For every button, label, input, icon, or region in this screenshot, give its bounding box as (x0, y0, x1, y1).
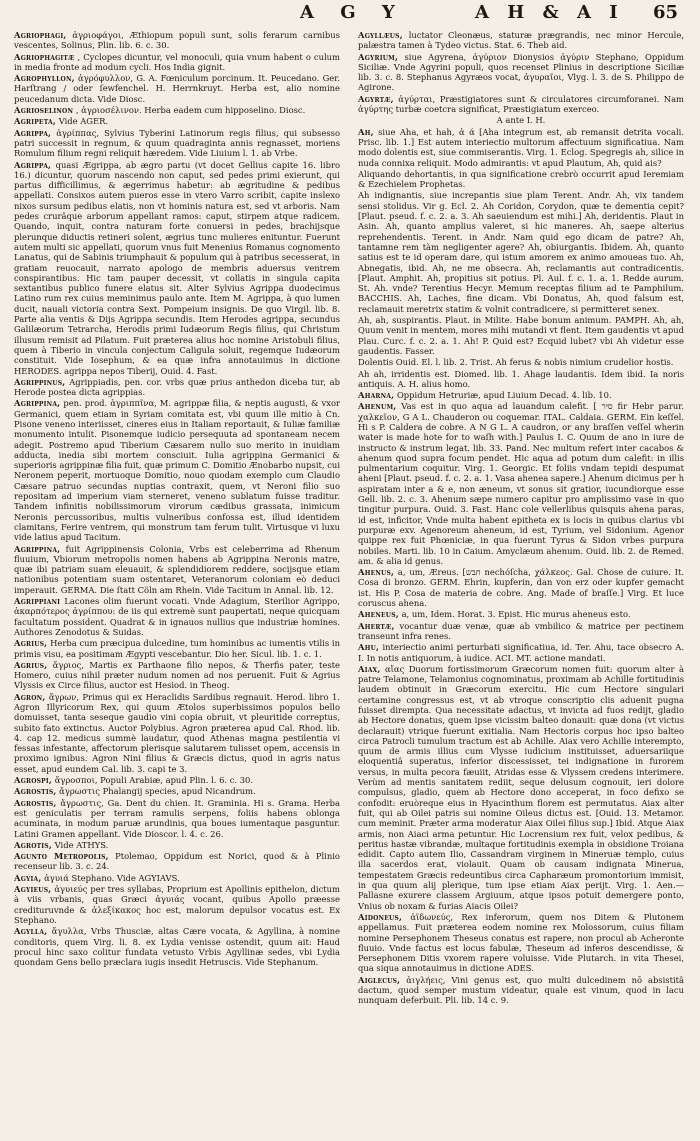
dictionary-entry (358, 190, 684, 314)
dictionary-entry (358, 315, 684, 356)
dictionary-entry (358, 169, 684, 190)
entry-text: ἀϊδωνεύς, Rex inferorum, quem nos Ditem & Plutonem appellamus. Fuit præterea eodem nomine rex Molossorum, cuius filiam nomine Persephonem Theseus conatus est rapere, non procul ab Acheronte fluuio. Vnde factus est locus fabulæ, Theseum ad inferos descendisse, & Persephonem Ditis vxorem rapere voluisse. Vide Plutarch. in vita Thesei, qua siqua annotauimus in dictione ADES. (358, 911, 684, 974)
entry-text: ἀγυιεύς per tres syllabas, Proprium est Apollinis epithelon, dictum à viis vrbanis, quas Græci ἀγυιάς vocant, quibus Apollo præesse credituruvnde & ἀλεξίκακος hoc est, malorum depulsor vocatus est. Ex Stephano. (14, 884, 340, 925)
entry-headword: Agron, (14, 691, 46, 702)
entry-headword: Agyia, (14, 872, 42, 883)
dictionary-entry (14, 160, 340, 376)
entry-text: siue Aha, et hah, ἀ ά [Aha integrum est, ab remansit detrita vocali. Prisc. lib. 1.] Est autem interiectio multorum affectuum significatiua. Nam modo dolentis est, siue commiserantis. Virg. 1. Eclog. Spegregis ah, silice in nuda connixa reliquit. Modo admirantis: vt apud Plautum, Ah, quid ais? (358, 126, 684, 168)
dictionary-entry (14, 775, 340, 785)
entry-headword: Agrostis, (14, 786, 57, 797)
entry-text: Agrippiadis, pen. cor. vrbs quæ prius anthedon diceba tur, ab Herode postea dicta agrippias. (14, 376, 340, 398)
dictionary-entry (14, 851, 340, 872)
dictionary-entry (358, 664, 684, 911)
entry-text: siue Agyrena, ἀγύριον Dionysios ἀγύριν Stephano, Oppidum Siciliæ. Vnde Agyrini populi, quos recenset Plinius in descriptione Siciliæ lib. 3. c. 8. Stephanus Agyræos vocat, ἀγυραῖοι, Vlyg. l. 3. de S. Philippo de Agirone. (358, 51, 684, 93)
dictionary-entry (358, 390, 684, 400)
dictionary-entry (14, 884, 340, 925)
dictionary-entry (358, 567, 684, 608)
dictionary-entry (358, 642, 684, 663)
entry-text: ἀγρίππας, Sylvius Tyberini Latinorum regis filius, qui subsesso patri successit in regnum, & quum quadraginta annis regnasset, moriens Romulum filium regni reliquit hæredem. Vide Liuium l. 1. ab Vrbe. (14, 127, 340, 159)
entry-text: Dolentis Ouid. El. l. lib. 2. Trist. Ah ferus & nobis nimium crudelior hostis. (358, 357, 674, 368)
dictionary-entry (358, 369, 684, 390)
dictionary-entry (358, 30, 684, 51)
entry-text: ἄγρωστις, Ga. Dent du chien. It. Graminia. Hi s. Grama. Herba est geniculatis per terram ramulis serpens, foliis habens oblonga acuminata, in modum paruæ arundinis, qua boues iumentaque pasguntur. Latini Gramen appellant. Vide Dioscor. l. 4. c. 26. (14, 797, 340, 839)
entry-text: a, um, Idem. Horat. 3. Epist. Hic murus aheneus esto. (401, 609, 631, 620)
entry-headword: Agrippinus, (14, 376, 66, 387)
entry-headword: Agyieus, (14, 884, 52, 895)
dictionary-entry (14, 544, 340, 595)
entry-text: Vide ATHYS. (54, 839, 109, 850)
dictionary-entry (14, 840, 340, 850)
entry-headword: Agrippina, (14, 543, 61, 554)
entry-text: ἄγρων, Primus qui ex Heraclidis Sardibus regnauit. Herod. libro 1. Agron Illyricorum Rex, qui quum Ætolos superbissimos populos bello domuisset, tanta seseque gaudio vini copia obruit, vt pleuritide correptus, subito fato extinctus. Auctor Polybius. Agron præterea apud Cal. Rhod. lib. 4. cap 12. medicus summè laudatur, quod Athenas magna pestilentia vi fessas infestante, affectorum plerisque salutarem tulisset opem, accensis in proximo ignibus. Agron Nini filius & Græcis dictus, quod in agris natus esset, apud eundem Cal. lib. 3. capi te 3. (14, 691, 340, 774)
dictionary-entry (358, 94, 684, 115)
dictionary-entry (14, 128, 340, 159)
entry-headword: Agrippa, (14, 127, 52, 138)
entry-text: Vas est in quo aqua ad lauandum calefit. [ סיר fir Hebr parur. χαλκεῖον, G A L. Chauderon ou coquemar. ITAL. Caldaia. GERM. Ein keſſel. Hi s P. Caldera de cobre. A N G L. A caudron, or any braſſen veſſel wherin water is made hote for to waſh with.] Paulus I. C. Quum de ano in iure de instructo & instrum legat. lib. 33. Pand. Nec multum refert inter cacabos & ahenum quod supra focum pendet. Hic aqua ad potum dum calefit: in illis pulmentarium coquitur. Virg. 1. Georgic. Et foliis vndam tepidi despumat aheni [Plaut. pseud. f. c. 2. a. 1. Vasa ahenea sapere.] Ahenum dicimus per h aspiratam inter a & e, non æneum, vt sonus sit gratior, iucundiorque esse Gell. lib. 2. c. 3. Ahenum sæpe numero capitur pro amplissimo vase in quo tingitur purpura. Ouid. 3. Fast. Hanc cole vellerlibus quisquis ahena paras, id est, inficitor, Vnde multa habent epitheta ex is locis in quibus clarius vbi purpuræ exv. Agenoreum aheneum, id est, Tyrium, vel Sidonium. Agenor quippe rex fuit Phœniciæ, in qua fuerunt Tyrus & Sidon vrbes purpura nobiles. Marti. lib. 10 in Caium. Amyclæum ahenum. Ouid. lib. 2. de Remed. am. & alia id genus. (358, 401, 684, 566)
entry-text: Ah, ah, suspirantis. Plaut. in Milite. Habe bonum animum. PAMPH. Ah, ah, Quum venit in mentem, mores mihi mutandi vt flent. Item gaudentis vt apud Plau. Curc. f. c. 2. a. 1. Ah! P. Quid est? Ecquid lubet? vbi Ah videtur esse gaudentis. Fasser. (358, 315, 684, 356)
entry-text: ἀγύρται, Præstigiatores sunt & circulatores circumforanei. Nam ἀγύρτης turbæ coetcra significat, Præstigiatum exerceo. (358, 93, 684, 115)
dictionary-entry (14, 873, 340, 883)
left-column (14, 30, 340, 1130)
dictionary-entry (358, 357, 684, 367)
entry-headword: Agrioselinon (14, 105, 74, 116)
entry-text: interiectio animi perturbati significatiua, id. Ter. Ahu, tace obsecro A. I. In notis antiquorum, à iudice. ACI. MT. actione mandati. (358, 642, 684, 663)
page-header (0, 0, 700, 30)
dictionary-entry (14, 926, 340, 967)
entry-text: , ἀγριοσέλινον. Herba eadem cum hipposelino. Diosc. (75, 105, 306, 116)
entry-headword: Ahertæ, (358, 620, 395, 631)
entry-headword: Agrippiani (14, 596, 61, 607)
dictionary-entry (14, 52, 340, 73)
entry-headword: Ahu, (358, 642, 380, 653)
dictionary-entry (14, 105, 340, 115)
entry-headword: Agrius, (14, 638, 48, 649)
entry-headword: Agunto Metropolis, (14, 851, 109, 862)
dictionary-entry (14, 377, 340, 398)
dictionary-entry (358, 609, 684, 619)
dictionary-entry (14, 692, 340, 774)
page-number: 65 (652, 2, 678, 23)
entry-text: A ante I. H. (496, 115, 546, 126)
running-head-right: A H & A I (475, 2, 624, 23)
dictionary-entry (358, 401, 684, 566)
entry-text: Herba cum præcipua dulcedine, tum hominibus ac iumentis vtilis in primis visu, ea positimam Ægypti vescebantur. Dio her. Sicul. lib. 1. c. 1. (14, 638, 340, 659)
entry-headword: Aiglecus, (358, 974, 401, 985)
entry-text: Lacones olim fuerunt vocati. Vnde Adagium, Sterilior Agrippo, ἀκαρπότερος ἀγρίππου: de iis qui extremè sunt paupertati, neque quicquam facultatum possident. Quadrat & in ignauos nullius que industriæ homines. Authores Zenodotus & Suidas. (14, 596, 340, 637)
entry-headword: Agriophagi, (14, 30, 67, 40)
entry-headword: Aiax, (358, 663, 381, 674)
entry-headword: Agrippa, (14, 159, 52, 170)
dictionary-entry (14, 786, 340, 796)
dictionary-entry (358, 115, 684, 125)
dictionary-entry (14, 30, 340, 51)
entry-headword: Agrippina, (14, 398, 61, 409)
dictionary-entry (358, 52, 684, 93)
entry-headword: Ah, (358, 126, 374, 137)
entry-text: ἀγριοφάγοι, Æthiopum populi sunt, solis ferarum carnibus vescentes, Solinus, Plin. lib. 6. c. 30. (14, 30, 340, 51)
entry-headword: Agripeta, (14, 116, 57, 127)
entry-headword: Ahenum, (358, 401, 397, 412)
entry-text: , Cyclopes dicuntur, vel monoculi, quia vnum habent o culum in media fronte ad modum cycli. Hos India gignit. (14, 51, 340, 72)
entry-headword: Agrospi, (14, 775, 53, 786)
entry-text: luctator Cleonæus, staturæ prægrandis, nec minor Hercule, palæstra tamen à Tydeo victus. Stat. 6. Theb aid. (358, 30, 684, 51)
entry-text: αἴας Duorum fortissimorum Græcorum nomen fuit: quorum alter à patre Telamone, Telamonius cognominatus, proximam ab Achille fortitudinis laudem obtinuit in Græcorum exercitu. Hic cum Hectore singulari certamine congressus est, vt ab vtroque conscriptio clis aduenit pugna fuisset dirempta. Qua necessitate adactus, vt invicta ad fuos redijt, gladio ab Hectore donatus, quem ipse vicissim balteo donauit: quæ dona (vt victus declarauit) vtrique fuerunt exitialia. Nam Hectoris corpus hoc ipso balteo circa Patrocli tumulum tractum est ab Achille. Aiax vero Achille interempto, quum de armis illius cum Vlysse iudicium instituisset, aduersariique eloquentiâ superatus, inferior discessisset, tei indignatione in furorem versus, in multa pecora fæuiit, Atridas esse & Vlyssem credens interimere. Verùm ad mentis sanitatem rediit, seque delusum cognouit, ieri dolore compulsus, gladio, quem ab Hectore dono acceperat, in foco defixo se confodit: eruòreque eius in Hyacinthum florem est permutatus. Aiax alter fuit, qui ab Oilei patris sui nomine Oileus dictus est. [Ouid. 13. Metamor. cum meminit. Præter arma moderatur Aiax Oilei filius sup.] Ibid. Atque Aiax armis, non Aiaci arma petuntur. Hic Locrensium rex fuit, velox pedibus, & peritus hastæ vibrandæ, multaque fortitudinis exempla in obsidione Troiana edidit. Capto autem Ilio, Cassandram virginem in Mineruæ templo, cuius illa sacerdos erat, violauit. Quam ob causam indignata Minerua, tempestatem Græcis redeuntibus circa Capharæum promontorium immisit, in qua quum alij plerique, tum ipse etiam Aiax perijt. Virg. 1. Aen.— Pallasne exurere classem Argiuum, atque ipsos potuit demergere ponto, Vnius ob noxam & furias Aiacis Oilei? (358, 663, 684, 911)
entry-text: ἄγριος, Martis ex Parthaone filio nepos, & Therfis pater, teste Homero, cuius nihil præter nudum nomen ad nos peruenit. Fuit & Agrius Vlyssis ex Circe filius, auctor est Hesiod. in Theog. (14, 659, 340, 691)
entry-headword: Agrius, (14, 659, 48, 670)
dictionary-entry (358, 621, 684, 642)
entry-text: fuit Agrippinensis Colonia, Vrbs est celeberrima ad Rhenum fluuium, Vbiorum metropolis nomen habens ab Agrippina Neronis matre, quæ ibi patriam suam eleuauit, & splendidiorem reddere, socijsque etiam nationibus potentiam suam ostentaret, Veteranorum coloniam eò deduci imperauit. GERMA. Die ſtatt Cöln am Rhein. Vide Tacitum in Annal. lib. 12. (14, 543, 340, 595)
entry-text: pen. prod. ἀγριππῖνα, M. agrippæ filia, & neptis augusti, & vxor Germanici, quem etiam in Syriam comitata est, vbi quum ille mitio à Cn. Pisone veneno interiisset, cineres eius in Italiam reportauit, & Iuliæ familiæ monumento intulit. Pisonemque iudicio persequuta ad spontaneam necem adegit. Postremo apud Tiberium Cæsarem nullo suo merito in inuidiam adducta, inedia sibi mortem consciuit. Iulia agrippina Germanici & superioris agrippinæ filia fuit, quæ primum C. Domitio Ænobarbo nupsit, cui Neronem peperit, mortuoque Domitio, nouo quodam exemplo cum Claudio Cæsare patruo secundas nuptias contraxit, quem, vt Neroni filio suo repositam ad imperium viam sterneret, veneno sublatum fuisse traditur. Tandem infinitis nobilissimorum virorum cædibus grassata, inimicum Neronis percussoribus, multis vulneribus confossa est, illud identidem clamitans, Ferire ventrem, qui monstrum tam ferum tulit. Virtusque vi luxu vide latius apud Tacitum. (14, 398, 340, 543)
entry-headword: Aharna, (358, 390, 395, 401)
entry-text: ἀγρόφυλλον, G. A. Fœniculum porcinum. It. Peucedano. Ger. Harſtrang / oder ſewfenchel. H. Herrnkruyt. Herba est, alio nomine peucedanum dicta. Vide Diosc. (14, 73, 340, 104)
entry-text: Ah ah, irridentis est. Diomed. lib. 1. Ahage laudantis. Idem ibid. Ia noris antiquis. A. H. alius homo. (358, 368, 684, 389)
entry-text: Ptolemao, Oppidum est Norici, quod & à Plinio recenseur lib. 3. c. 24. (14, 851, 340, 872)
dictionary-entry (14, 638, 340, 659)
dictionary-entry (358, 975, 684, 1006)
entry-text: vocantur duæ venæ, quæ ab vmbilico & matrice per pectinem transeunt infra renes. (358, 620, 684, 641)
entry-text: quasi Ægrippa, ab ægro partu (vt docet Gellius capite 16. libro 16.) dicuntur, quorum nascendo non caput, sed pedes primi exierunt, qui partus difficillimus, & ægerrimus habetur: ab ægritudine & pedibus appellati. Consixos autem pueros esse in vtero Varro scribit, capite inslexo nixos sursum pedibus elatis, non vt hominis natura est, sed vt arboris. Nam pedes crurâque arborum appellant ramos: caput, stirpem atque radicem. Quando, inquit, contra naturam forte conuersi in pedes, brachijsque plerunque diductis retineri solent, ægrius tunc mulieres enituntur. Fuerunt autem multi sic appellati, quorum vnus fuit Menenius Romanus cognomento Lanatus, qui de Sabinis triumphauit & populum qui à patribus secesserat, in gratiam reuocauit, narrato apologo de membris aduersus ventrem conspirantibus. Hic tam pauper decessit, vt collatis in singula capita sextantibus publico funere elatus sit. Alter Sylvius Agrippa duodecimus Latino rum rex cuius meminimus paulo ante. Item M. Agrippa, à quo lumen ducit, nauali victoria contra Sext. Pompeium insignis. De quo Virgil. lib. 8. Parte alia ventis & Dijs Agrippa secundis. Item Herodes agrippa, secundus Galilæorum Tetrarcha, Herodis primi Iudæorum Regis filius, qui Christum illusum remisit ad Pilatum. Fuit præterea alius hoc nomine Aristobuli filius, quem à Tiberio in vincula conjectum Caligula soluit, regemque Iudæorum constituit. Vide Iosephum, & ea quæ infra annotauimus in dictione HERODES. agrippa nepos Tiberij, Ouid. 4. Fast. (14, 159, 340, 376)
right-column (358, 30, 684, 1130)
entry-headword: Agyrium, (358, 51, 399, 62)
entry-text: a, um, Æreus. [חבש nechóſcha, χάλκεος. Gal. Chose de cuiure. It. Cosa di bronzo. GERM. Ehrin, kupferin, dan von erz oder kupfer gemacht ist. His P. Cosa de materia de cobre. Ang. Made of braſſe.] Virg. Et luce coruscus ahena. (358, 567, 684, 609)
entry-headword: Agyllæus, (358, 30, 403, 40)
entry-text: ἀιγλήεις, Vini genus est, quo multi dulcedinem nō absistitâ dactum, quod semper mustum videatur, quale est vinum, quod in lacu nunquam deferbuit. Pli. lib. 14 c. 9. (358, 974, 684, 1006)
entry-headword: Aidoneus, (358, 911, 403, 922)
dictionary-entry (14, 73, 340, 104)
dictionary-entry (14, 116, 340, 126)
dictionary-entry (358, 912, 684, 974)
dictionary-entry (14, 398, 340, 542)
dictionary-entry (14, 596, 340, 637)
entry-text: Aliquando dehortantis, in qua significatione crebrò occurrit apud Ieremiam & Ezechielem Prophetas. (358, 168, 684, 190)
entry-headword: Ahenus, (358, 567, 395, 578)
dictionary-entry (14, 798, 340, 839)
entry-text: ἄγροσποι, Populi Arabiæ, apud Plin. l. 6. c. 30. (54, 775, 254, 786)
entry-headword: Agyrtæ, (358, 93, 394, 104)
entry-text: ἄγυλλα, Vrbs Thusciæ, altas Cære vocata, & Agyllina, à nomine conditoris, quem Virg. li. 8. ex Lydia venisse ostendit, quum ait: Haud procul hinc saxo colitur fundata vetusto Vrbis Agyllinæ sedes, vbi Lydia quondam Gens bello præclara iugis insedit Hetruscis. Vide Stephanum. (14, 926, 340, 968)
dictionary-entry (14, 660, 340, 691)
entry-text: Oppidum Hetruriæ, apud Liuium Decad. 4. lib. 10. (396, 390, 612, 401)
entry-headword: Agrotis, (14, 839, 52, 850)
entry-headword: Agrostis, (14, 797, 57, 808)
dictionary-entry (358, 127, 684, 168)
entry-text: ἄγρωστις Phalangij species, apud Nicandrum. (59, 786, 256, 797)
entry-headword: Agylla, (14, 926, 48, 937)
entry-text: Vide AGER. (58, 116, 109, 127)
entry-headword: Agriophagitæ (14, 51, 75, 62)
entry-text: ἀγυιά Stephano. Vide AGYIAVS. (44, 872, 180, 883)
entry-text: Ah indignantis, siue increpantis siue plam Terent. Andr. Ah, vix tandem sensi stolidus. Vir g. Ecl. 2. Ah Coridon, Corydon, quæ te dementia cepit? [Plaut. pseud. f. c. 2. a. 3. Ah saeuiendum est mihi.] Ah, deridentis. Plaut in Asin. Ah, quanto amplius valeret, si hic maneres. Ah, saepe alterius reprehendentis. Terent. in Andr. Nam quid ego dicam de patre? Ah, tantamne rem tàm negligenter agere? Ah, obiurgantis. Ibidem. Ah, quanto satius est te id operam dare, qui istum amorem ex animo amoueas tuo. Ah, Abnegatis, ibid. Ah, ne me obsecra. Ah, reclamantis aut contradicentis. [Plaut. Amphit. Ah, propitius sit potius. Pl. Aul. f. c. 1. a. 1. Redde aurum. St. Ah. vnde? Terentius Hecyr. Memum receptas filium ad te Pamphilum. BACCHIS. Ah, Laches, fine dicam. Vbi Donatus, Ah, quod falsum est, reclamauit meretrix statim & volnit contradicere, si permitteret senex. (358, 190, 684, 314)
entry-headword: Agrophyllon, (14, 73, 75, 84)
running-head-left: A G Y (300, 2, 405, 23)
entry-headword: Aheneus, (358, 609, 399, 620)
